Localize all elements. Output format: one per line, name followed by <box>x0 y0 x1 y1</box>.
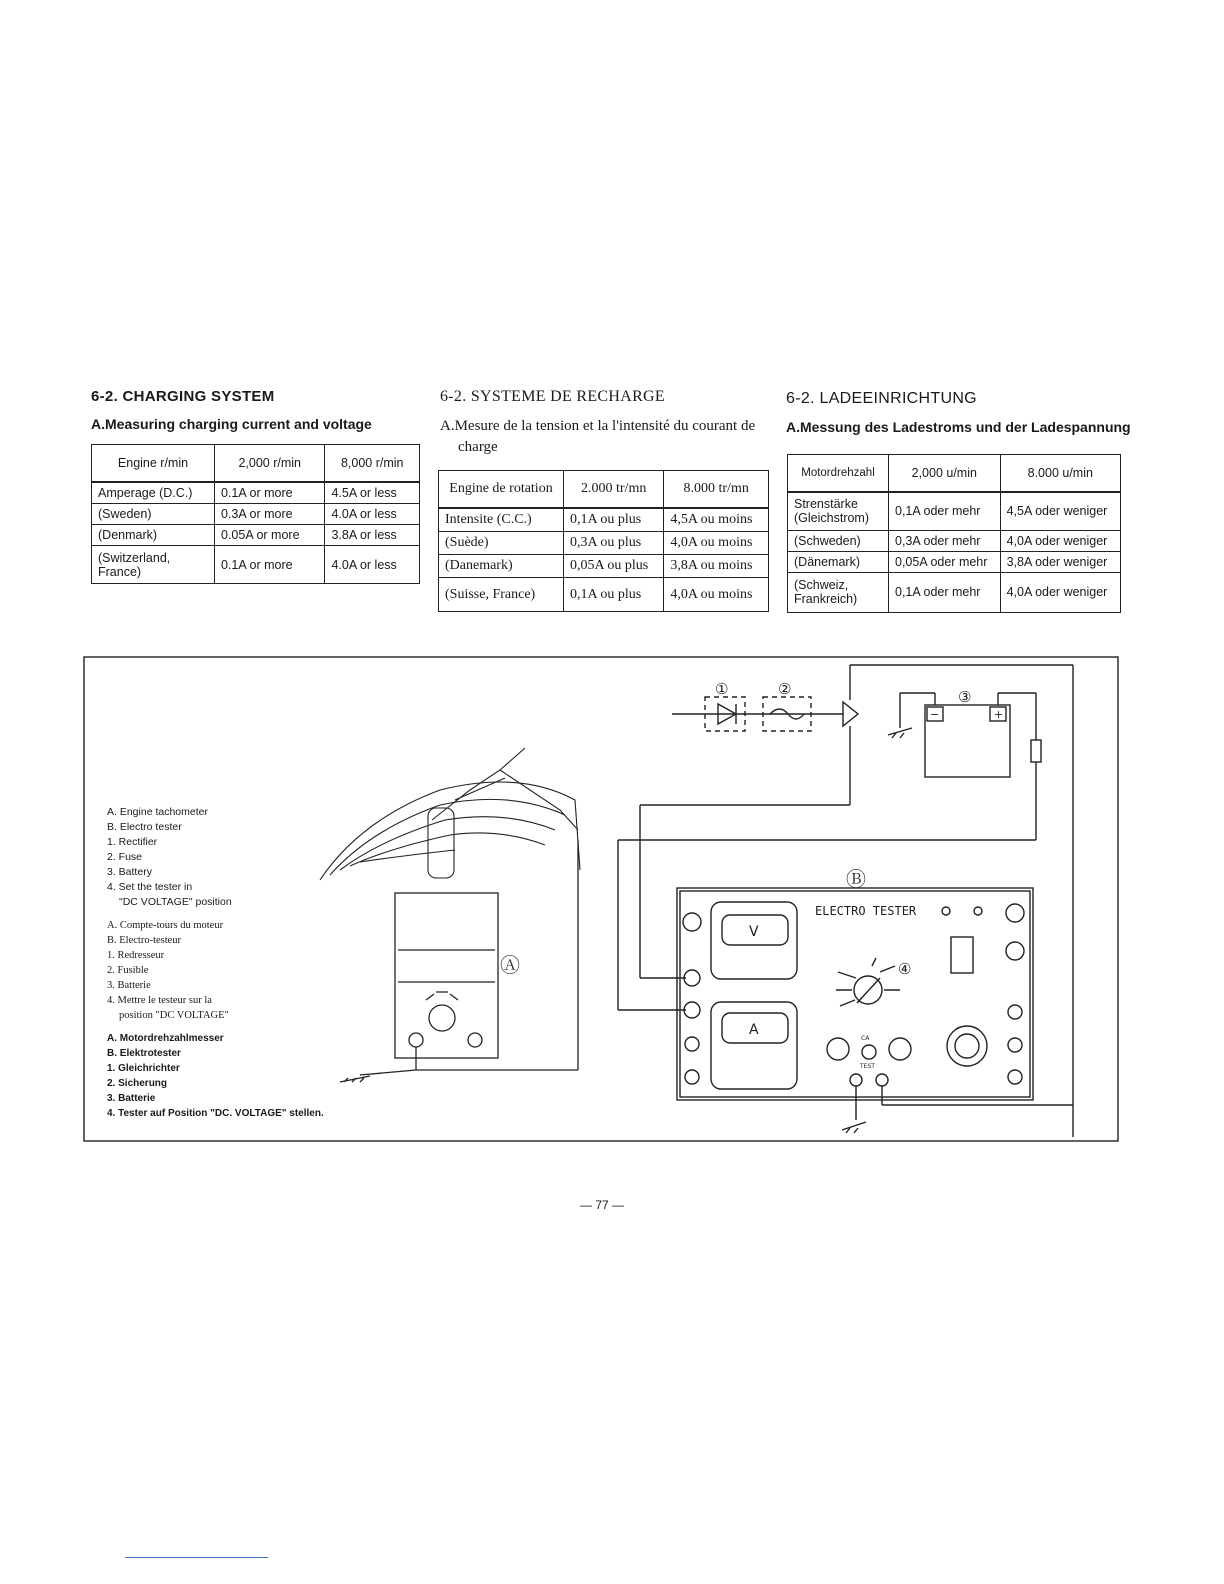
subtitle-en: A.Measuring charging current and voltage <box>91 416 372 432</box>
tachometer <box>340 840 578 1082</box>
legend-item: position "DC VOLTAGE" <box>119 1010 229 1021</box>
tester-name: ELECTRO TESTER <box>815 904 917 918</box>
table-header: 8.000 u/min <box>1000 455 1120 493</box>
table-cell: 3,8A oder weniger <box>1000 551 1120 572</box>
table-cell: Strenstärke (Gleichstrom) <box>788 492 889 530</box>
table-header: 2,000 u/min <box>889 455 1001 493</box>
legend-item: 4. Mettre le testeur sur la <box>107 995 212 1006</box>
table-cell: 0,05A oder mehr <box>889 551 1001 572</box>
legend <box>107 805 367 1129</box>
section-title-en: 6-2. CHARGING SYSTEM <box>91 388 275 405</box>
legend-item: A. Motordrehzahlmesser <box>107 1033 224 1044</box>
table-cell: 0,3A ou plus <box>564 532 664 555</box>
legend-item: 3. Battery <box>107 866 152 878</box>
table-header: Motordrehzahl <box>788 455 889 493</box>
legend-de <box>107 1031 367 1121</box>
circuit-lines <box>618 665 1073 1137</box>
table-header: Engine r/min <box>92 445 215 483</box>
table-cell: 4,0A oder weniger <box>1000 530 1120 551</box>
table-cell: Intensite (C.C.) <box>439 508 564 532</box>
legend-item: B. Elektrotester <box>107 1048 181 1059</box>
table-cell: 0,1A oder mehr <box>889 572 1001 612</box>
table-cell: 4,0A ou moins <box>664 532 769 555</box>
label-1: ① <box>715 680 729 698</box>
ca-label: CA <box>861 1035 870 1042</box>
electro-tester <box>677 888 1073 1133</box>
table-header: 8,000 r/min <box>325 445 420 483</box>
table-header: 2,000 r/min <box>215 445 325 483</box>
label-2: ② <box>778 680 792 698</box>
table-header: Engine de rotation <box>439 471 564 509</box>
legend-item: 3. Batterie <box>107 1093 156 1104</box>
table-cell: 0.1A or more <box>215 546 325 584</box>
table-cell: (Schweden) <box>788 530 889 551</box>
table-cell: (Suisse, France) <box>439 578 564 612</box>
table-cell: (Sweden) <box>92 504 215 525</box>
table-cell: (Suède) <box>439 532 564 555</box>
label-4: ④ <box>898 960 912 978</box>
page-number: — 77 — <box>580 1198 625 1212</box>
label-3: ③ <box>958 688 972 706</box>
table-cell: 4.0A or less <box>325 504 420 525</box>
table-cell: (Denmark) <box>92 525 215 546</box>
table-cell: (Switzerland, France) <box>92 546 215 584</box>
footer-line <box>125 1557 268 1558</box>
test-label: TEST <box>860 1063 875 1070</box>
table-header: 2.000 tr/mn <box>564 471 664 509</box>
legend-item: "DC VOLTAGE" position <box>119 896 232 908</box>
table-cell: 0,1A ou plus <box>564 578 664 612</box>
table-cell: 4,0A oder weniger <box>1000 572 1120 612</box>
table-cell: 4.5A or less <box>325 482 420 504</box>
legend-item: A. Compte-tours du moteur <box>107 920 224 931</box>
table-cell: 3.8A or less <box>325 525 420 546</box>
label-b: Ⓑ <box>846 867 866 891</box>
table-cell: 4,5A ou moins <box>664 508 769 532</box>
table-cell: (Dänemark) <box>788 551 889 572</box>
table-cell: (Schweiz, Frankreich) <box>788 572 889 612</box>
table-cell: Amperage (D.C.) <box>92 482 215 504</box>
volt-symbol: V <box>749 924 759 940</box>
legend-item: 4. Set the tester in <box>107 881 193 893</box>
legend-item: 2. Fusible <box>107 965 149 976</box>
table-cell: 0.1A or more <box>215 482 325 504</box>
table-cell: 4,0A ou moins <box>664 578 769 612</box>
table-cell: 0,3A oder mehr <box>889 530 1001 551</box>
legend-fr <box>107 918 367 1023</box>
legend-item: 3. Batterie <box>107 980 151 991</box>
table-cell: (Danemark) <box>439 555 564 578</box>
legend-item: 1. Redresseur <box>107 950 165 961</box>
table-cell: 4.0A or less <box>325 546 420 584</box>
subtitle-fr: A.Mesure de la tension et la l'intensité du courant de charge <box>440 418 756 455</box>
battery-minus: − <box>930 708 940 721</box>
subtitle-de: A.Messung des Ladestroms und der Ladespannung <box>786 419 1131 435</box>
battery-plus: + <box>994 708 1004 721</box>
table-cell: 0.3A or more <box>215 504 325 525</box>
table-cell: 0,05A ou plus <box>564 555 664 578</box>
legend-item: B. Electro-testeur <box>107 935 182 946</box>
legend-item: 2. Sicherung <box>107 1078 168 1089</box>
table-cell: 4,5A oder weniger <box>1000 492 1120 530</box>
legend-item: A. Engine tachometer <box>107 806 208 818</box>
legend-item: B. Electro tester <box>107 821 182 833</box>
table-header: 8.000 tr/mn <box>664 471 769 509</box>
section-title-de: 6-2. LADEEINRICHTUNG <box>786 390 977 407</box>
table-cell: 0,1A oder mehr <box>889 492 1001 530</box>
legend-item: 2. Fuse <box>107 851 143 863</box>
label-a: Ⓐ <box>500 953 520 977</box>
table-cell: 0,1A ou plus <box>564 508 664 532</box>
legend-item: 1. Rectifier <box>107 836 158 848</box>
table-cell: 0.05A or more <box>215 525 325 546</box>
legend-en <box>107 805 367 910</box>
table-cell: 3,8A ou moins <box>664 555 769 578</box>
legend-item: 4. Tester auf Position "DC. VOLTAGE" stellen. <box>107 1108 324 1119</box>
section-title-fr: 6-2. SYSTEME DE RECHARGE <box>440 388 665 405</box>
legend-item: 1. Gleichrichter <box>107 1063 180 1074</box>
amp-symbol: A <box>749 1022 759 1038</box>
